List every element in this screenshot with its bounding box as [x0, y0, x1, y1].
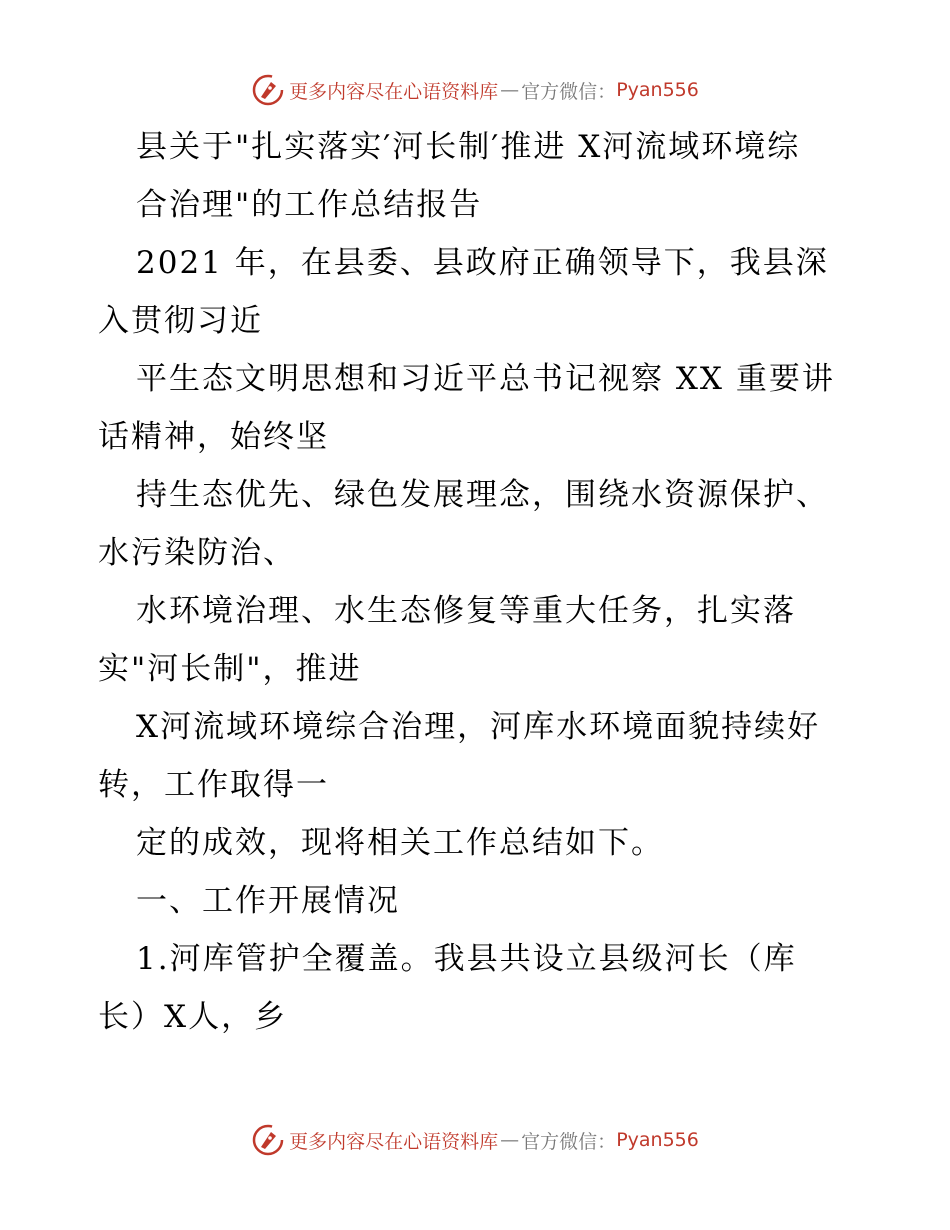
- watermark-wechat-id: Pyan556: [616, 1129, 699, 1151]
- document-body: [98, 118, 858, 1046]
- watermark-separator: —: [500, 79, 520, 101]
- document-line: 持生态优先、绿色发展理念，围绕水资源保护、: [136, 477, 829, 513]
- watermark-wechat-id: Pyan556: [616, 79, 699, 101]
- document-line: X河流域环境综合治理，河库水环境面貌持续好: [136, 709, 821, 745]
- watermark-separator: —: [500, 1129, 520, 1151]
- document-line: 话精神，始终坚: [98, 419, 329, 455]
- watermark-brand-text: 更多内容尽在心语资料库: [289, 1130, 499, 1153]
- document-line: 平生态文明思想和习近平总书记视察 XX 重要讲: [136, 361, 835, 397]
- watermark-brand-text: 更多内容尽在心语资料库: [289, 80, 499, 103]
- document-line: 2021 年，在县委、县政府正确领导下，我县深: [136, 245, 829, 281]
- document-line: 长）X人，乡: [98, 999, 288, 1035]
- watermark-wechat-label: 官方微信：: [521, 80, 617, 103]
- document-line: 合治理"的工作总结报告: [136, 187, 483, 223]
- document-line: 水污染防治、: [98, 535, 296, 571]
- document-line: 实"河长制"，推进: [98, 651, 362, 687]
- watermark-wechat-label: 官方微信：: [521, 1130, 617, 1153]
- document-line: 县关于"扎实落实′河长制′推进 X河流域环境综: [136, 129, 801, 165]
- footer-watermark: [0, 1120, 950, 1160]
- document-line: 定的成效，现将相关工作总结如下。: [136, 825, 664, 861]
- document-line: 水环境治理、水生态修复等重大任务，扎实落: [136, 593, 796, 629]
- document-line: 一、工作开展情况: [136, 883, 400, 919]
- pen-nib-seal-icon: [251, 73, 285, 107]
- header-watermark: [0, 70, 950, 110]
- document-line: 1.河库管护全覆盖。我县共设立县级河长（库: [136, 941, 797, 977]
- document-line: 转，工作取得一: [98, 767, 329, 803]
- pen-nib-seal-icon: [251, 1123, 285, 1157]
- document-line: 入贯彻习近: [98, 303, 263, 339]
